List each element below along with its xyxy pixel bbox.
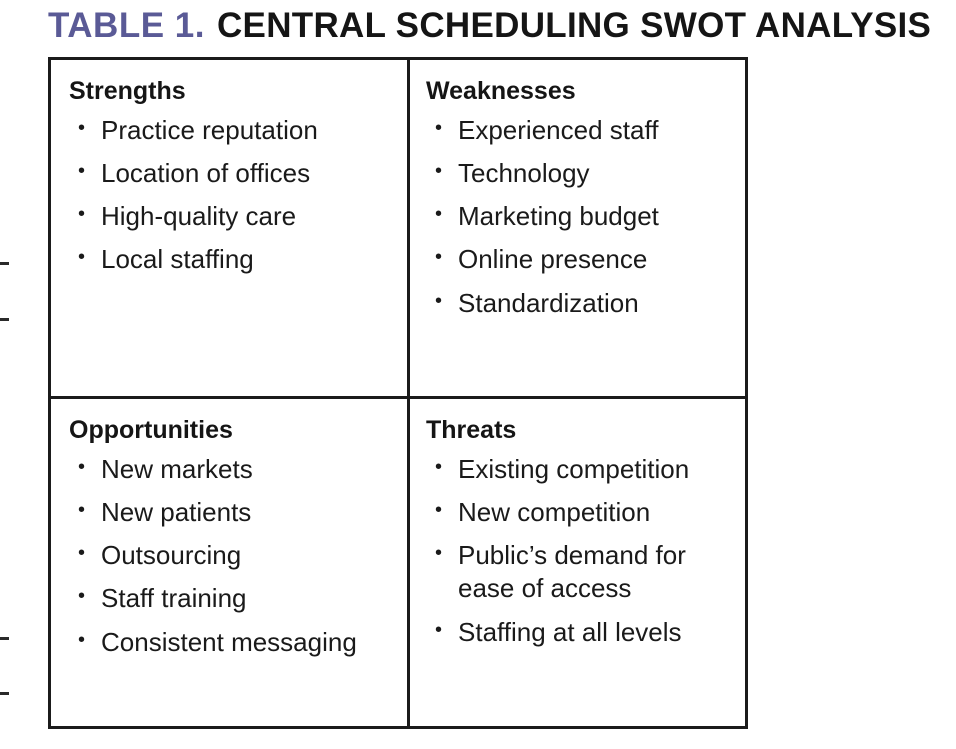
page-edge-mark: [0, 637, 9, 640]
quadrant-heading-threats: Threats: [426, 416, 517, 444]
list-item: • Consistent messaging: [69, 626, 393, 659]
list-item: • Technology: [426, 157, 731, 190]
list-item: • Location of offices: [69, 157, 393, 190]
threats-list: [426, 453, 731, 649]
quadrant-strengths: [51, 60, 407, 396]
page-edge-mark: [0, 318, 9, 321]
page-edge-mark: [0, 262, 9, 265]
page-title: CENTRAL SCHEDULING SWOT ANALYSIS: [216, 6, 932, 45]
list-item: • Staffing at all levels: [426, 616, 731, 649]
list-item: • Existing competition: [426, 453, 731, 486]
list-item: • Experienced staff: [426, 114, 731, 147]
list-item: • Practice reputation: [69, 114, 393, 147]
list-item: • New competition: [426, 496, 731, 529]
figure-title: [48, 6, 931, 46]
table-number-label: TABLE 1.: [48, 6, 205, 45]
list-item: • New patients: [69, 496, 393, 529]
quadrant-heading-strengths: Strengths: [69, 77, 186, 105]
quadrant-weaknesses: [407, 60, 745, 396]
list-item: • Local staffing: [69, 243, 393, 276]
list-item: • New markets: [69, 453, 393, 486]
swot-table: [48, 57, 748, 729]
page-edge-mark: [0, 692, 9, 695]
list-item: • Staff training: [69, 582, 393, 615]
quadrant-heading-opportunities: Opportunities: [69, 416, 233, 444]
list-item: • Online presence: [426, 243, 731, 276]
list-item: • Public’s demand for ease of access: [426, 539, 731, 606]
opportunities-list: [69, 453, 393, 659]
quadrant-heading-weaknesses: Weaknesses: [426, 77, 576, 105]
quadrant-threats: [407, 396, 745, 726]
list-item: • High-quality care: [69, 200, 393, 233]
list-item: • Outsourcing: [69, 539, 393, 572]
weaknesses-list: [426, 114, 731, 320]
strengths-list: [69, 114, 393, 277]
quadrant-opportunities: [51, 396, 407, 726]
list-item: • Marketing budget: [426, 200, 731, 233]
list-item: • Standardization: [426, 287, 731, 320]
